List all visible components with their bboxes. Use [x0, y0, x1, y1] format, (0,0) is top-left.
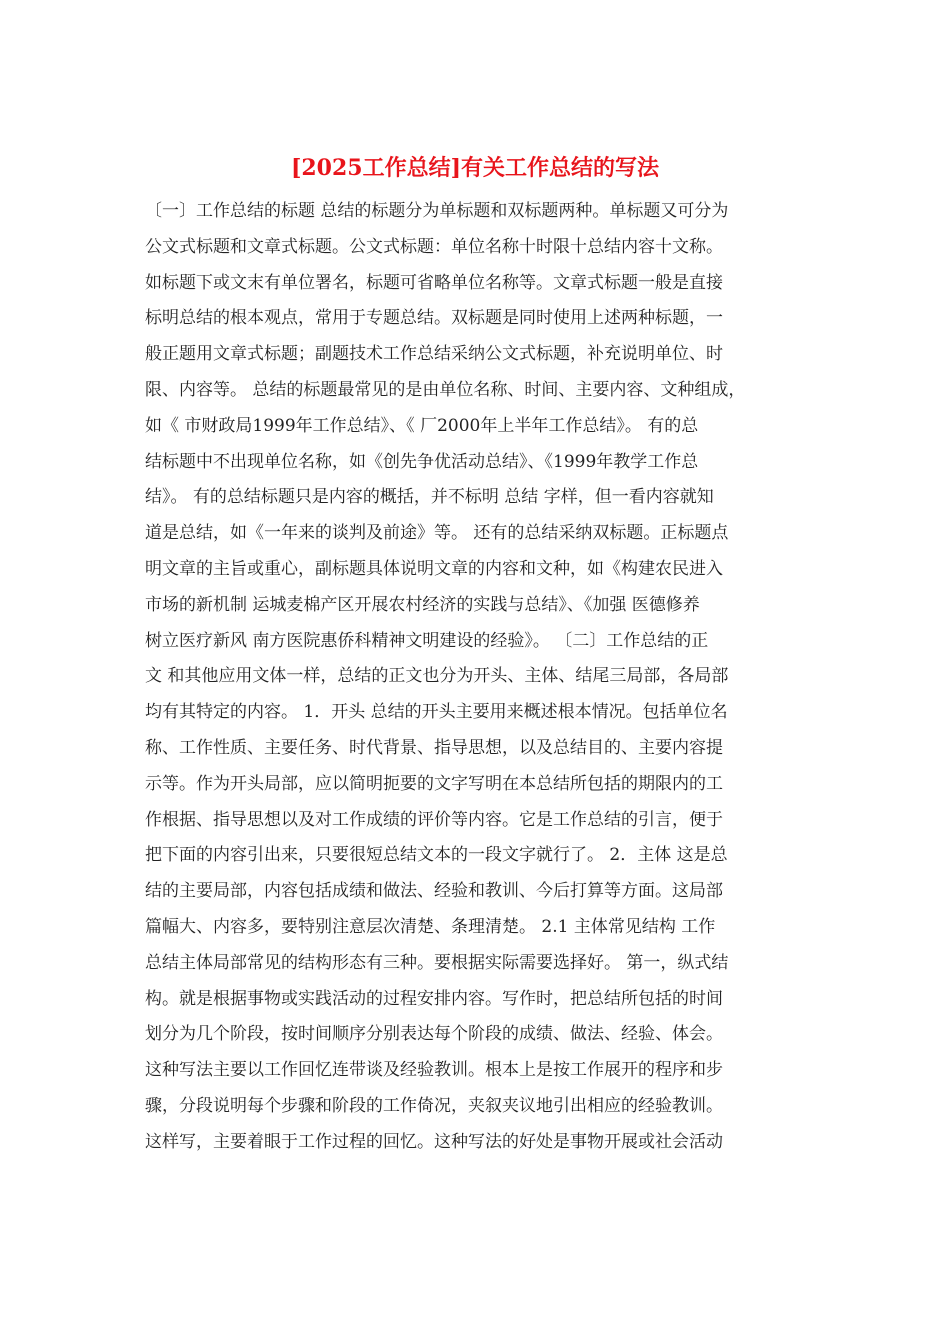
body-text-line: 这种写法主要以工作回忆连带谈及经验教训。根本上是按工作展开的程序和步 [145, 1060, 723, 1081]
body-text-line: 作根据、指导思想以及对工作成绩的评价等内容。它是工作总结的引言，便于 [145, 809, 723, 830]
body-text-line: 篇幅大、内容多，要特别注意层次清楚、条理清楚。 2.1 主体常见结构 工作 [145, 916, 716, 937]
body-text-line: 标明总结的根本观点，常用于专题总结。双标题是同时使用上述两种标题，一 [145, 308, 723, 329]
body-text-line: 结的主要局部，内容包括成绩和做法、经验和教训、今后打算等方面。这局部 [145, 881, 723, 902]
body-text-line: 文 和其他应用文体一样，总结的正文也分为开头、主体、结尾三局部，各局部 [145, 666, 729, 687]
body-text-line: 结标题中不出现单位名称，如《创先争优活动总结》、《1999年教学工作总 [145, 451, 699, 472]
body-text-line: 划分为几个阶段，按时间顺序分别表达每个阶段的成绩、做法、经验、体会。 [145, 1024, 723, 1045]
body-text-line: 结》。 有的总结标题只是内容的概括，并不标明 总结 字样，但一看内容就知 [145, 487, 714, 508]
body-text-line: 市场的新机制 运城麦棉产区开展农村经济的实践与总结》、《加强 医德修养 [145, 594, 700, 615]
body-text-line: 明文章的主旨或重心，副标题具体说明文章的内容和文种，如《构建农民进入 [145, 558, 723, 579]
document-body [145, 194, 825, 1161]
body-text-line: 这样写，主要着眼于工作过程的回忆。这种写法的好处是事物开展或社会活动 [145, 1131, 723, 1152]
body-text-line: 均有其特定的内容。 1．开头 总结的开头主要用来概述根本情况。包括单位名 [145, 702, 728, 723]
body-text-line: 骤，分段说明每个步骤和阶段的工作倚况，夹叙夹议地引出相应的经验教训。 [145, 1095, 723, 1116]
body-text-line: 构。就是根据事物或实践活动的过程安排内容。写作时，把总结所包括的时间 [145, 988, 723, 1009]
body-text-line: 〔一〕工作总结的标题 总结的标题分为单标题和双标题两种。单标题又可分为 [145, 201, 729, 221]
document-title: [2025工作总结]有关工作总结的写法 [290, 155, 660, 181]
body-text-line: 道是总结，如《一年来的谈判及前途》等。 还有的总结采纳双标题。正标题点 [145, 523, 729, 544]
body-text-line: 总结主体局部常见的结构形态有三种。要根据实际需要选择好。 第一，纵式结 [145, 952, 729, 973]
body-text-line: 如标题下或文末有单位署名，标题可省略单位名称等。文章式标题一般是直接 [145, 272, 723, 293]
body-text-line: 把下面的内容引出来，只要很短总结文本的一段文字就行了。 2．主体 这是总 [145, 845, 728, 866]
body-text-line: 称、工作性质、主要任务、时代背景、指导思想，以及总结目的、主要内容提 [145, 737, 723, 758]
body-text-line: 树立医疗新风 南方医院惠侨科精神文明建设的经验》。 〔二〕工作总结的正 [145, 630, 709, 651]
body-text-line: 如《 市财政局1999年工作总结》、《 厂2000年上半年工作总结》。 有的总 [145, 415, 699, 436]
body-text-line: 公文式标题和文章式标题。公文式标题：单位名称十时限十总结内容十文称。 [145, 236, 723, 257]
body-text-line: 般正题用文章式标题；副题技术工作总结采纳公文式标题，补充说明单位、时 [145, 344, 723, 365]
body-text-line: 限、内容等。 总结的标题最常见的是由单位名称、时间、主要内容、文种组成， [145, 379, 746, 400]
body-text-line: 示等。作为开头局部，应以简明扼要的文字写明在本总结所包括的期限内的工 [145, 773, 723, 794]
